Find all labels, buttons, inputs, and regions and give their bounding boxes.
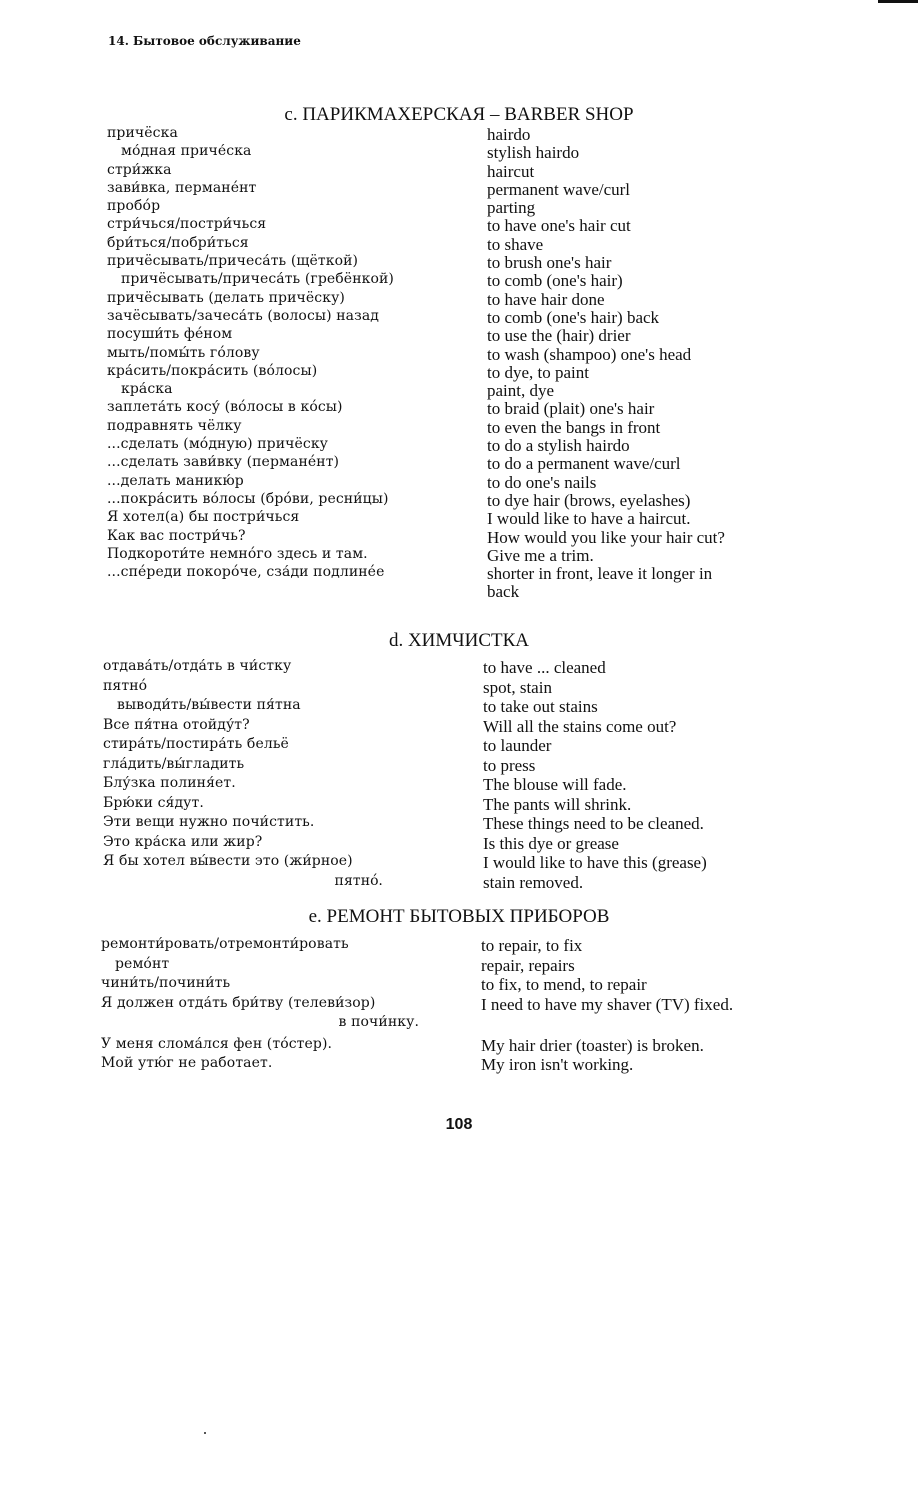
ru-term: Я должен отда́ть бри́тву (телеви́зор) [101, 994, 376, 1011]
en-term: shorter in front, leave it longer in [487, 564, 713, 584]
ru-term: мыть/помы́ть гóлову [107, 344, 260, 361]
en-term: to shave [487, 234, 544, 254]
en-term: to comb (one's hair) back [487, 307, 660, 327]
ru-term: пятнó. [334, 872, 383, 889]
ru-term: отдава́ть/отда́ть в чи́стку [103, 658, 292, 674]
ru-term: зави́вка, перманéнт [107, 179, 257, 196]
en-term: to do a permanent wave/curl [487, 454, 681, 474]
spacer [481, 1014, 733, 1034]
section-d-english-column [483, 658, 707, 892]
en-term: to even the bangs in front [487, 417, 661, 437]
ru-term: Мой утю́г не работает. [101, 1055, 273, 1071]
section-c-title: с. ПАРИКМАХЕРСКАЯ – BARBER SHOP [284, 104, 634, 125]
ru-term: кра́ска [121, 381, 173, 398]
section-e-title: е. РЕМОНТ БЫТОВЫХ ПРИБОРОВ [308, 906, 610, 927]
section-c-russian-column [107, 124, 394, 581]
en-term: stain removed. [483, 872, 584, 892]
en-term: The blouse will fade. [483, 775, 627, 794]
ru-term: в почи́нку. [338, 1014, 419, 1030]
en-term: Is this dye or grease [483, 833, 619, 853]
en-term: Give me a trim. [487, 545, 594, 565]
ru-term: Это кра́ска или жир? [103, 833, 263, 850]
en-term: to have ... cleaned [483, 658, 606, 677]
ru-term: У меня слома́лся фен (тóстер). [101, 1035, 333, 1052]
ru-term: чини́ть/почини́ть [101, 975, 231, 991]
en-term: to do a stylish hairdo [487, 436, 630, 456]
ru-term: Я хотел(а) бы постри́чься [107, 509, 300, 526]
en-term: I need to have my shaver (TV) fixed. [481, 994, 734, 1014]
ru-term: бри́ться/побри́ться [107, 234, 249, 251]
ru-term: пятнó [103, 677, 148, 694]
en-term: My iron isn't working. [481, 1055, 634, 1074]
en-term: My hair drier (toaster) is broken. [481, 1035, 704, 1055]
ru-term: ...покра́сить вóлосы (брóви, ресни́цы) [107, 490, 389, 507]
en-term: to wash (shampoo) one's head [487, 344, 692, 364]
en-term: to have hair done [487, 289, 605, 309]
en-term: hairdo [487, 125, 531, 144]
ru-term: стри́чься/постри́чься [107, 216, 267, 233]
en-term: to take out stains [483, 697, 598, 716]
en-term: to launder [483, 736, 552, 755]
ru-term: зачёсывать/зачеса́ть (волосы) назад [107, 307, 380, 324]
ru-term: Подкороти́те немнóго здесь и там. [107, 545, 368, 562]
ru-term: причёска [107, 125, 178, 141]
section-e-russian-column [101, 935, 419, 1074]
ru-term: Блу́зка полиня́ет. [103, 775, 236, 791]
corner-rule [878, 0, 918, 3]
ru-term: ремóнт [115, 955, 170, 972]
en-term: These things need to be cleaned. [483, 814, 704, 833]
section-c-english-column [487, 126, 725, 602]
en-term: Will all the stains come out? [483, 716, 677, 736]
ru-term: кра́сить/покра́сить (вóлосы) [107, 362, 318, 379]
ru-term: ...сделать (мóдную) причёску [107, 436, 329, 453]
en-term: How would you like your hair cut? [487, 527, 725, 547]
en-term: parting [487, 198, 536, 218]
ru-term: ...сделать зави́вку (перманéнт) [107, 454, 340, 471]
en-term: to have one's hair cut [487, 216, 631, 236]
ru-term: ...делать маникю́р [107, 472, 244, 489]
ru-term: выводи́ть/вы́вести пя́тна [117, 697, 301, 713]
en-term: to fix, to mend, to repair [481, 975, 647, 994]
en-term: to do one's nails [487, 472, 597, 492]
en-term: haircut [487, 161, 535, 181]
ru-term: мо́дная приче́ска [121, 143, 252, 160]
page-number: 108 [445, 1116, 473, 1133]
en-term: to comb (one's hair) [487, 271, 623, 291]
ru-term: стира́ть/постира́ть бельё [103, 736, 289, 752]
en-term: to press [483, 755, 536, 775]
scan-speck [204, 1432, 206, 1434]
en-term: paint, dye [487, 381, 555, 401]
ru-term: Я бы хотел вы́вести это (жи́рное) [103, 853, 353, 869]
running-head: 14. Бытовое обслуживание [108, 34, 301, 48]
en-term: I would like to have a haircut. [487, 509, 691, 529]
ru-term: Как вас постри́чь? [107, 527, 246, 544]
ru-term: подравнять чёлку [107, 417, 242, 434]
en-term: to dye, to paint [487, 362, 589, 382]
section-e-english-column [481, 936, 733, 1075]
en-term: repair, repairs [481, 955, 575, 975]
en-term: I would like to have this (grease) [483, 853, 707, 872]
section-d-title: d. ХИМЧИСТКА [388, 630, 530, 651]
ru-term: причёсывать/причеса́ть (гребёнкой) [121, 271, 394, 288]
ru-term: ремонти́ровать/отремонти́ровать [101, 936, 349, 952]
ru-term: Эти вещи нужно почи́стить. [103, 814, 315, 830]
en-term: to use the (hair) drier [487, 326, 631, 346]
ru-term: Все пя́тна отойду́т? [103, 716, 250, 733]
ru-term: стри́жка [107, 161, 172, 178]
en-term: to brush one's hair [487, 253, 612, 273]
en-term: stylish hairdo [487, 143, 580, 163]
section-d-russian-column [103, 657, 383, 891]
ru-term: ...спéреди покорóче, сза́ди подлинéе [107, 564, 385, 581]
en-term: permanent wave/curl [487, 179, 631, 199]
ru-term: гла́дить/вы́гладить [103, 755, 245, 772]
en-term: back [487, 582, 520, 602]
en-term: to braid (plait) one's hair [487, 399, 655, 419]
ru-term: Брю́ки ся́дут. [103, 794, 204, 811]
ru-term: пробóр [107, 198, 161, 215]
ru-term: причёсывать (делать причёску) [107, 289, 345, 306]
ru-term: посуши́ть фéном [107, 326, 233, 343]
en-term: to dye hair (brows, eyelashes) [487, 490, 691, 510]
ru-term: заплета́ть косу́ (вóлосы в кóсы) [107, 399, 343, 416]
en-term: The pants will shrink. [483, 794, 632, 814]
en-term: to repair, to fix [481, 936, 583, 955]
ru-term: причёсывать/причеса́ть (щёткой) [107, 253, 359, 270]
en-term: spot, stain [483, 677, 552, 697]
